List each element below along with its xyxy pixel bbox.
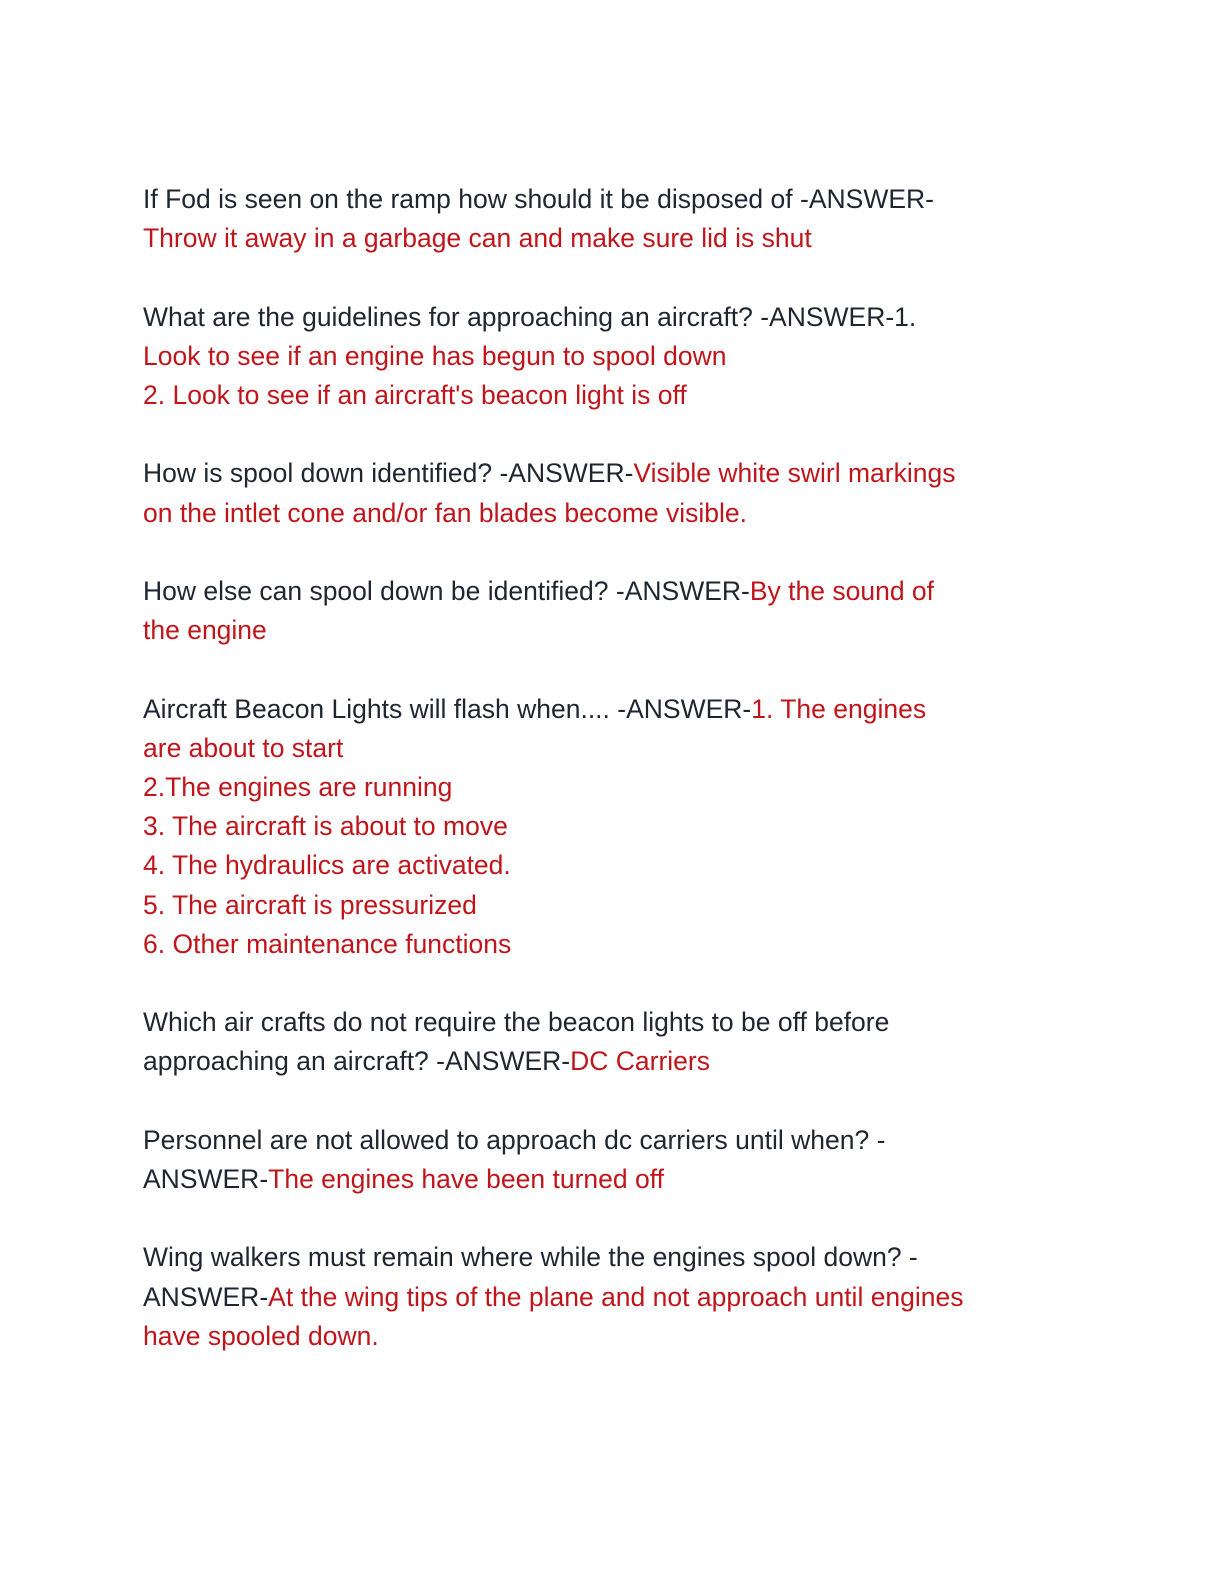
question-text: Wing walkers must remain where while the engines spool down? - [143, 1242, 918, 1273]
text-line [143, 1317, 1083, 1356]
text-line [143, 1042, 1083, 1081]
qa-item [143, 1003, 1083, 1081]
qa-item [143, 1238, 1083, 1356]
answer-text: have spooled down. [143, 1320, 379, 1351]
qa-item [143, 454, 1083, 532]
question-text: approaching an aircraft? -ANSWER- [143, 1046, 571, 1077]
answer-text: Throw it away in a garbage can and make sure lid is shut [143, 223, 812, 254]
answer-text: By the sound of [749, 575, 935, 606]
answer-text: 4. The hydraulics are activated. [143, 850, 511, 881]
text-line [143, 337, 1083, 376]
text-line [143, 376, 1083, 415]
answer-text: Visible white swirl markings [633, 458, 956, 489]
answer-text: 2.The engines are running [143, 771, 453, 802]
text-line [143, 1121, 1083, 1160]
text-line [143, 494, 1083, 533]
answer-text: 3. The aircraft is about to move [143, 811, 508, 842]
text-line [143, 454, 1083, 493]
question-text: If Fod is seen on the ramp how should it be disposed of -ANSWER- [143, 184, 934, 214]
question-text: ANSWER- [143, 1281, 269, 1312]
question-text: How else can spool down be identified? -ANSWER- [143, 575, 750, 606]
text-line [143, 768, 1083, 807]
answer-text: 6. Other maintenance functions [143, 928, 512, 959]
text-line [143, 925, 1083, 964]
question-text: Personnel are not allowed to approach dc carriers until when? - [143, 1124, 886, 1155]
qa-item [143, 690, 1083, 964]
question-text: ANSWER- [143, 1163, 269, 1194]
text-line [143, 1160, 1083, 1199]
text-line [143, 1278, 1083, 1317]
text-line [143, 1238, 1083, 1277]
text-line [143, 1003, 1083, 1042]
text-line [143, 690, 1083, 729]
qa-item [143, 298, 1083, 416]
answer-text: 2. Look to see if an aircraft's beacon light is off [143, 380, 687, 410]
qa-item [143, 572, 1083, 650]
text-line [143, 886, 1083, 925]
text-line [143, 572, 1083, 611]
answer-text: Look to see if an engine has begun to spool down [143, 340, 727, 371]
answer-text: DC Carriers [570, 1046, 710, 1077]
question-text: Which air crafts do not require the beacon lights to be off before [143, 1007, 890, 1038]
text-line [143, 298, 1083, 337]
text-line [143, 807, 1083, 846]
text-line [143, 180, 1083, 219]
qa-item [143, 180, 1083, 258]
text-line [143, 846, 1083, 885]
answer-text: 5. The aircraft is pressurized [143, 889, 477, 920]
answer-text: At the wing tips of the plane and not approach until engines [268, 1281, 964, 1312]
text-line [143, 219, 1083, 258]
text-line [143, 611, 1083, 650]
question-text: Aircraft Beacon Lights will flash when.... -ANSWER- [143, 693, 752, 724]
answer-text: 1. The engines [751, 693, 927, 724]
answer-text: the engine [143, 615, 267, 646]
qa-list [143, 180, 1083, 1395]
question-text: How is spool down identified? -ANSWER- [143, 458, 634, 489]
question-text: What are the guidelines for approaching an aircraft? -ANSWER-1. [143, 301, 917, 332]
answer-text: The engines have been turned off [268, 1163, 664, 1194]
answer-text: on the intlet cone and/or fan blades become visible. [143, 497, 748, 528]
qa-item [143, 1121, 1083, 1199]
answer-text: are about to start [143, 732, 344, 763]
text-line [143, 729, 1083, 768]
